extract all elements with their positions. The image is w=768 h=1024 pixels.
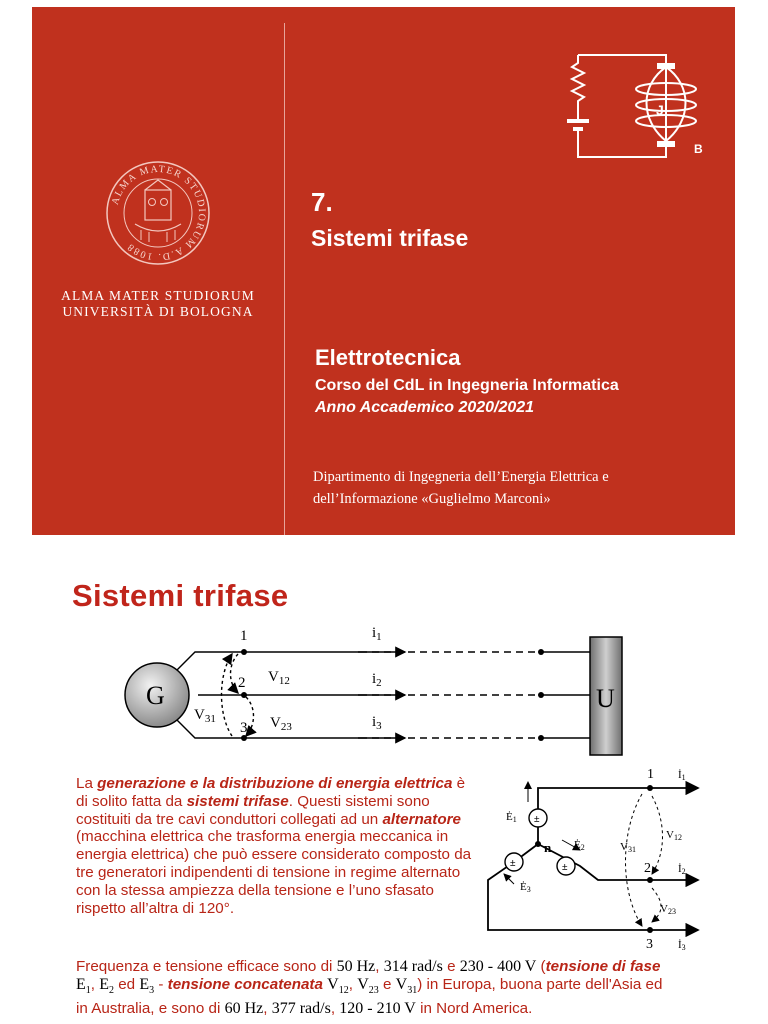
generator-label: G xyxy=(146,681,165,710)
node-label-3: 3 xyxy=(240,720,248,736)
svg-text:±: ± xyxy=(510,858,516,869)
department-line2: dell’Informazione «Guglielmo Marconi» xyxy=(313,491,551,507)
emf-label-1: Ė1 xyxy=(506,811,517,824)
star-voltage-23: V23 xyxy=(660,903,676,916)
current-label-2: $i_2$ xyxy=(372,671,382,689)
star-current-3: İ3 xyxy=(678,939,686,952)
emf-label-3: Ė3 xyxy=(520,881,531,894)
current-label-3: $i_3$ xyxy=(372,714,382,732)
emf-label-2: Ė2 xyxy=(574,839,585,852)
star-node-1: 1 xyxy=(647,767,654,782)
university-seal-icon xyxy=(105,160,211,266)
load-label: U xyxy=(596,684,615,713)
star-node-3: 3 xyxy=(646,937,653,952)
voltage-label-31: $V_{31}$ xyxy=(194,707,216,725)
three-phase-line-diagram xyxy=(110,615,650,765)
star-voltage-12: V12 xyxy=(666,829,682,842)
frequency-paragraph: Frequenza e tensione efficace sono di 50 Hz, 314 rad/s e 230 - 400 V (tensione di fase $E_1$, $E_2$ ed $E_3$ - tensione concatenata $V_{12}$, $V_{23}$ e $V_{31}$) in Europa, buona parte dell'Asia ed in Australia, e sono di 60 Hz, 377 rad/s, 120 - 210 V in Nord America. xyxy=(76,958,663,1017)
slide-title: Sistemi trifase xyxy=(72,578,289,613)
vertical-divider xyxy=(284,23,285,535)
course-name: Elettrotecnica xyxy=(315,345,461,370)
star-current-2: İ2 xyxy=(678,863,686,876)
neutral-label: n xyxy=(544,840,552,855)
star-voltage-31: V31 xyxy=(620,841,636,854)
university-name-line2: UNIVERSITÀ DI BOLOGNA xyxy=(62,304,254,319)
voltage-label-12: $V_{12}$ xyxy=(268,669,290,687)
voltage-label-23: $V_{23}$ xyxy=(270,715,292,733)
lecture-number: 7. xyxy=(311,187,333,217)
star-current-1: İ1 xyxy=(678,769,686,782)
star-connection-diagram xyxy=(480,762,720,954)
star-node-2: 2 xyxy=(644,861,651,876)
svg-text:±: ± xyxy=(534,814,540,825)
current-density-label: J xyxy=(656,102,664,118)
course-subtitle: Corso del CdL in Ingegneria Informatica xyxy=(315,377,619,394)
circuit-icon xyxy=(560,45,710,170)
title-slide xyxy=(32,7,735,535)
current-label-1: $i_1$ xyxy=(372,625,382,643)
svg-text:±: ± xyxy=(562,862,568,873)
seal-text: ALMA MATER STUDIORUM A.D. 1088 xyxy=(109,163,208,263)
intro-paragraph: La generazione e la distribuzione di energia elettrica è di solito fatta da sistemi trifase. Questi sistemi sono costituiti da tre cavi conduttori collegati ad un alternatore (macchina elettrica che trasforma energia meccanica in energia elettrica) che può essere considerato composto da tre generatori indipendenti di tensione in regime alternato con la stessa ampiezza della tensione e l’uno sfasato rispetto all’altra di 120°. xyxy=(76,775,472,917)
lecture-title: Sistemi trifase xyxy=(311,225,469,251)
node-label-2: 2 xyxy=(238,675,246,691)
magnetic-field-label: B xyxy=(694,142,703,156)
node-label-1: 1 xyxy=(240,628,248,644)
academic-year: Anno Accademico 2020/2021 xyxy=(315,399,535,416)
university-name-line1: ALMA MATER STUDIORUM xyxy=(61,288,255,303)
department-line1: Dipartimento di Ingegneria dell’Energia Elettrica e xyxy=(313,469,609,485)
